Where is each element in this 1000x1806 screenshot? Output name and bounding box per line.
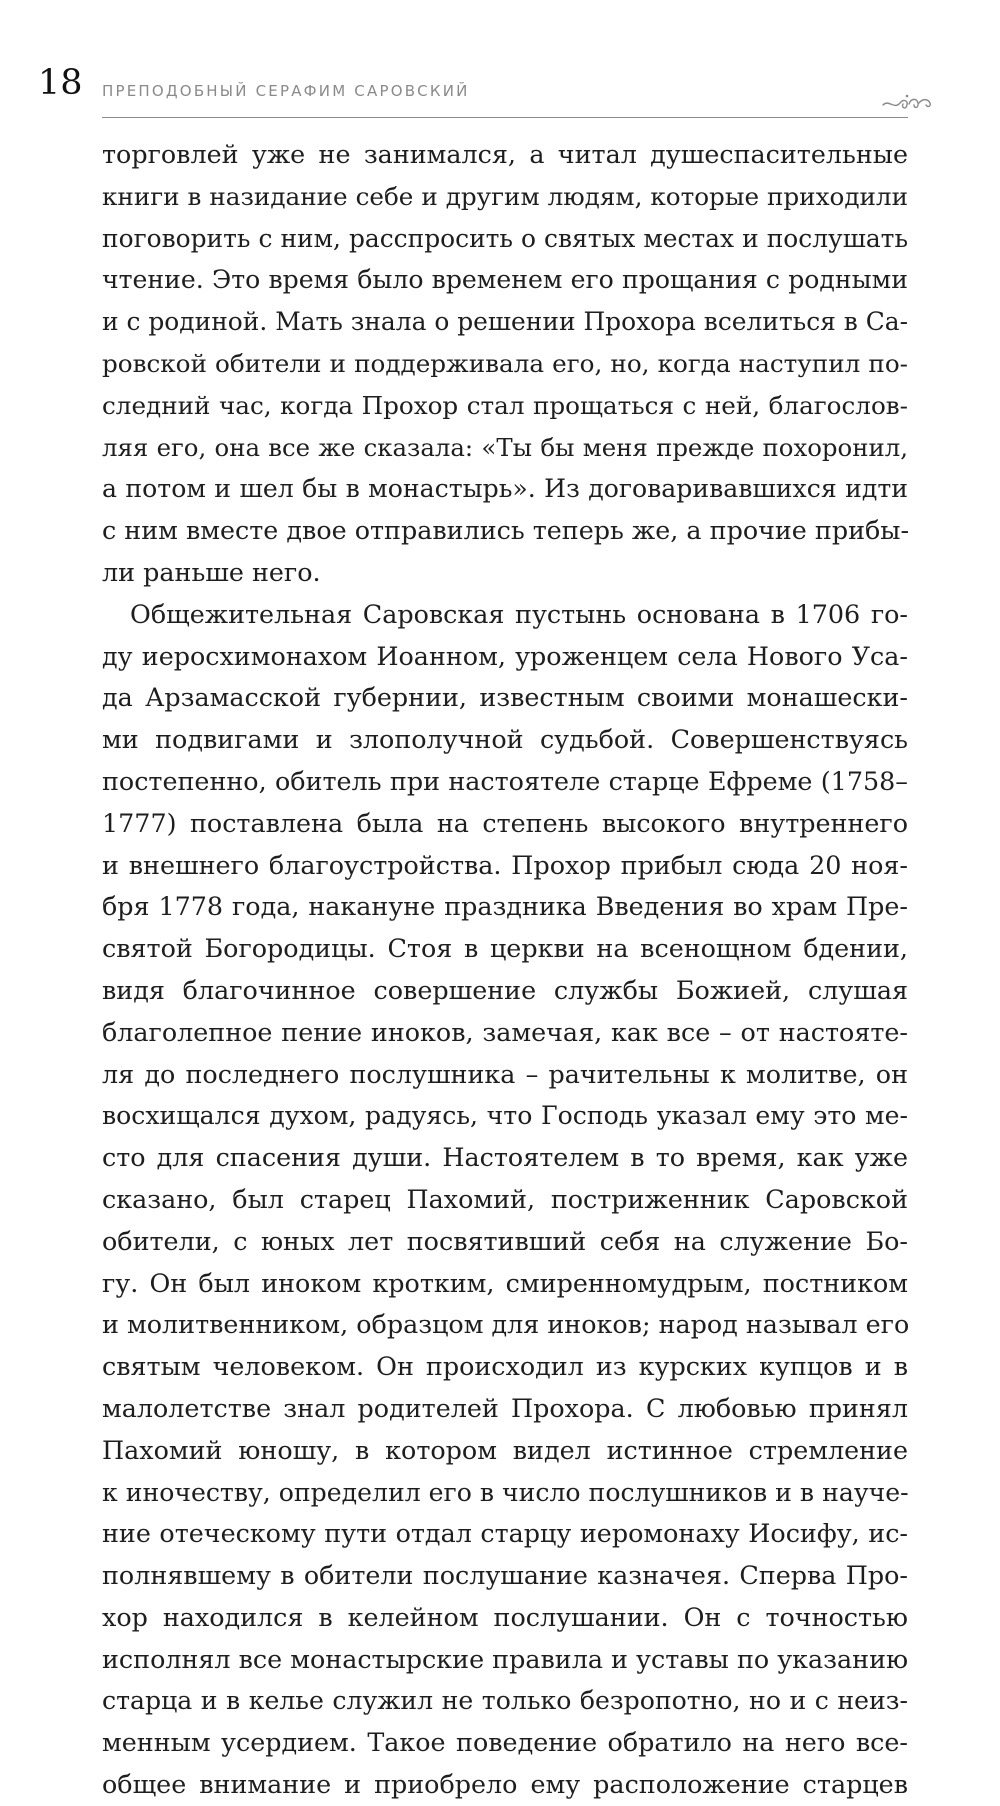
text-line: общее внимание и приобрело ему расположение старцев <box>102 1769 908 1800</box>
text-line: сто для спасения души. Настоятелем в то время, как уже <box>102 1142 908 1173</box>
text-line: ми подвигами и злополучной судьбой. Совершенствуясь <box>102 724 908 755</box>
text-line: благолепное пение иноков, замечая, как все – от настояте- <box>102 1016 908 1047</box>
text-line: а потом и шел бы в монастырь». Из договаривавшихся идти <box>102 474 908 504</box>
text-line: ровской обители и поддерживала его, но, когда наступил по- <box>102 348 908 378</box>
text-line: поговорить с ним, расспросить о святых местах и послушать <box>102 223 908 253</box>
text-line: ляя его, она все же сказала: «Ты бы меня прежде похоронил, <box>102 432 908 462</box>
text-line: с ним вместе двое отправились теперь же, а прочие прибы- <box>102 515 910 546</box>
text-line: Общежительная Саровская пустынь основана в 1706 го- <box>130 598 908 629</box>
text-line: восхищался духом, радуясь, что Господь указал ему это ме- <box>102 1101 908 1131</box>
text-line: гу. Он был иноком кротким, смиренномудрым, постником <box>102 1267 908 1298</box>
text-line: 1777) поставлена была на степень высокого внутреннего <box>102 807 908 838</box>
text-line: постепенно, обитель при настоятеле старце Ефреме (1758– <box>102 765 908 796</box>
text-line: исполнял все монастырские правила и уставы по указанию <box>102 1643 909 1674</box>
text-line: святым человеком. Он происходил из курских купцов и в <box>102 1351 908 1382</box>
text-line: и молитвенником, образцом для иноков; народ называл его <box>102 1309 910 1340</box>
text-line: малолетстве знал родителей Прохора. С любовью принял <box>102 1392 908 1423</box>
text-line: хор находился в келейном послушании. Он с точностью <box>102 1601 908 1632</box>
text-line: ние отеческому пути отдал старцу иеромонаху Иосифу, ис- <box>102 1518 908 1549</box>
text-line: да Арзамасской губернии, известным своими монашески- <box>102 682 908 713</box>
running-title: ПРЕПОДОБНЫЙ СЕРАФИМ САРОВСКИЙ <box>102 82 470 100</box>
text-line: торговлей уже не занимался, а читал душеспасительные <box>102 139 908 169</box>
text-line: Пахомий юношу, в котором видел истинное стремление <box>102 1434 908 1465</box>
header-rule <box>102 117 908 118</box>
text-line: полнявшему в обители послушание казначея. Сперва Про- <box>102 1560 908 1591</box>
text-line: сказано, был старец Пахомий, постриженник Саровской <box>102 1183 908 1214</box>
text-line: старца и в келье служил не только безропотно, но и с неиз- <box>102 1686 908 1716</box>
text-line: и с родиной. Мать знала о решении Прохора вселиться в Са- <box>102 307 908 337</box>
paragraph-2 <box>102 594 908 1806</box>
body-text <box>102 134 908 1806</box>
text-line: обители, с юных лет посвятивший себя на служение Бо- <box>102 1225 908 1256</box>
text-line: книги в назидание себе и другим людям, которые приходили <box>102 181 908 211</box>
text-line: и внешнего благоустройства. Прохор прибыл сюда 20 ноя- <box>102 849 908 880</box>
text-line: менным усердием. Такое поведение обратило на него все- <box>102 1727 908 1758</box>
text-line: ли раньше него. <box>102 556 321 587</box>
paragraph-1 <box>102 134 908 594</box>
text-line: к иночеству, определил его в число послушников и в науче- <box>102 1477 909 1507</box>
text-line: святой Богородицы. Стоя в церкви на всенощном бдении, <box>102 933 908 964</box>
text-line: видя благочинное совершение службы Божией, слушая <box>102 974 908 1005</box>
text-line: ду иеросхимонахом Иоанном, уроженцем села Нового Уса- <box>102 640 908 671</box>
text-line: следний час, когда Прохор стал прощаться с ней, благослов- <box>102 390 908 420</box>
flourish-ornament-icon <box>881 90 935 116</box>
text-line: ля до последнего послушника – рачительны к молитве, он <box>102 1058 908 1089</box>
text-line: бря 1778 года, накануне праздника Введения во храм Пре- <box>102 891 908 922</box>
page-number: 18 <box>38 63 83 103</box>
text-line: чтение. Это время было временем его прощания с родными <box>102 265 908 295</box>
